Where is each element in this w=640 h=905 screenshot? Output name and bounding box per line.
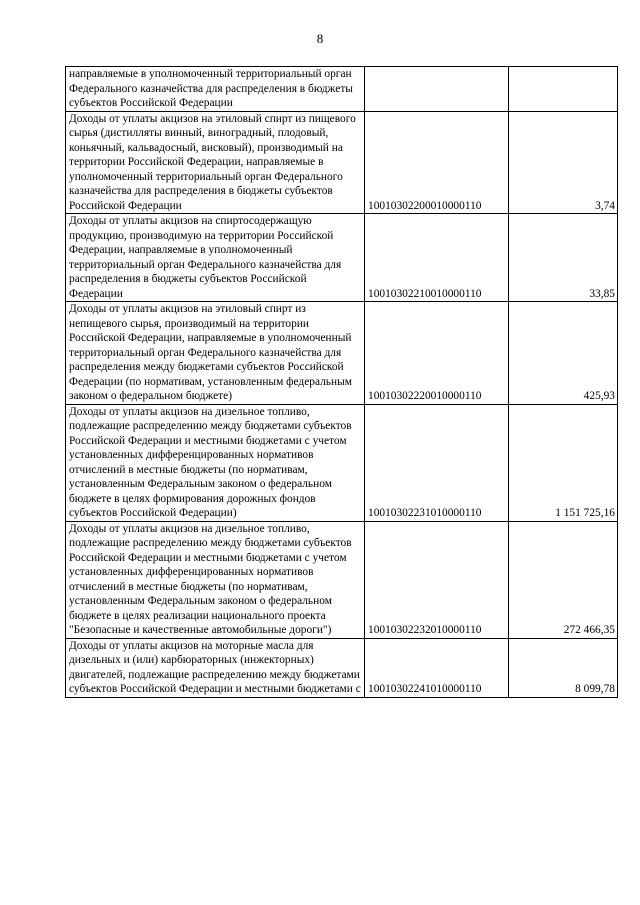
- row-description: Доходы от уплаты акцизов на спиртосодержащую продукцию, производимую на территории Российской Федерации, направляемые в уполномоченный территориальный орган Федерального казначейства для распределения в бюджеты субъектов Российской Федерации: [66, 214, 365, 302]
- table-row: [66, 404, 618, 521]
- table-row: [66, 638, 618, 697]
- row-amount: 425,93: [509, 302, 618, 405]
- table-row: [66, 214, 618, 302]
- row-amount: 3,74: [509, 111, 618, 214]
- row-amount: 33,85: [509, 214, 618, 302]
- row-code: 10010302220010000110: [365, 302, 509, 405]
- row-amount: 272 466,35: [509, 521, 618, 638]
- row-code: [365, 67, 509, 112]
- row-amount: 8 099,78: [509, 638, 618, 697]
- table-row: [66, 302, 618, 405]
- table-row: [66, 521, 618, 638]
- row-description: Доходы от уплаты акцизов на этиловый спирт из непищевого сырья, производимый на территории Российской Федерации, направляемые в уполномоченный территориальный орган Федерального казначейства для распределения между бюджетами субъектов Российской Федерации (по нормативам, установленным федеральным законом о федеральном бюджете): [66, 302, 365, 405]
- revenue-table: [65, 66, 618, 698]
- row-description: Доходы от уплаты акцизов на этиловый спирт из пищевого сырья (дистилляты винный, виноградный, плодовый, коньячный, кальвадосный, висковый), производимый на территории Российской Федерации, направляемые в уполномоченный территориальный орган Федерального казначейства для распределения в бюджеты субъектов Российской Федерации: [66, 111, 365, 214]
- row-amount: [509, 67, 618, 112]
- row-description: Доходы от уплаты акцизов на дизельное топливо, подлежащие распределению между бюджетами субъектов Российской Федерации и местными бюджетами с учетом установленных дифференцированных нормативов отчислений в местные бюджеты (по нормативам, установленным Федеральным законом о федеральном бюджете в целях формирования дорожных фондов субъектов Российской Федерации): [66, 404, 365, 521]
- row-description: направляемые в уполномоченный территориальный орган Федерального казначейства для распределения в бюджеты субъектов Российской Федерации: [66, 67, 365, 112]
- table-row: [66, 111, 618, 214]
- row-description: Доходы от уплаты акцизов на моторные масла для дизельных и (или) карбюраторных (инжекторных) двигателей, подлежащие распределению между бюджетами субъектов Российской Федерации и местными бюджетами с: [66, 638, 365, 697]
- row-description: Доходы от уплаты акцизов на дизельное топливо, подлежащие распределению между бюджетами субъектов Российской Федерации и местными бюджетами с учетом установленных дифференцированных нормативов отчислений в местные бюджеты (по нормативам, установленным Федеральным законом о федеральном бюджете в целях реализации национального проекта "Безопасные и качественные автомобильные дороги"): [66, 521, 365, 638]
- row-amount: 1 151 725,16: [509, 404, 618, 521]
- table-row: [66, 67, 618, 112]
- page-number: 8: [316, 31, 324, 46]
- row-code: 10010302210010000110: [365, 214, 509, 302]
- row-code: 10010302232010000110: [365, 521, 509, 638]
- row-code: 10010302200010000110: [365, 111, 509, 214]
- row-code: 10010302231010000110: [365, 404, 509, 521]
- row-code: 10010302241010000110: [365, 638, 509, 697]
